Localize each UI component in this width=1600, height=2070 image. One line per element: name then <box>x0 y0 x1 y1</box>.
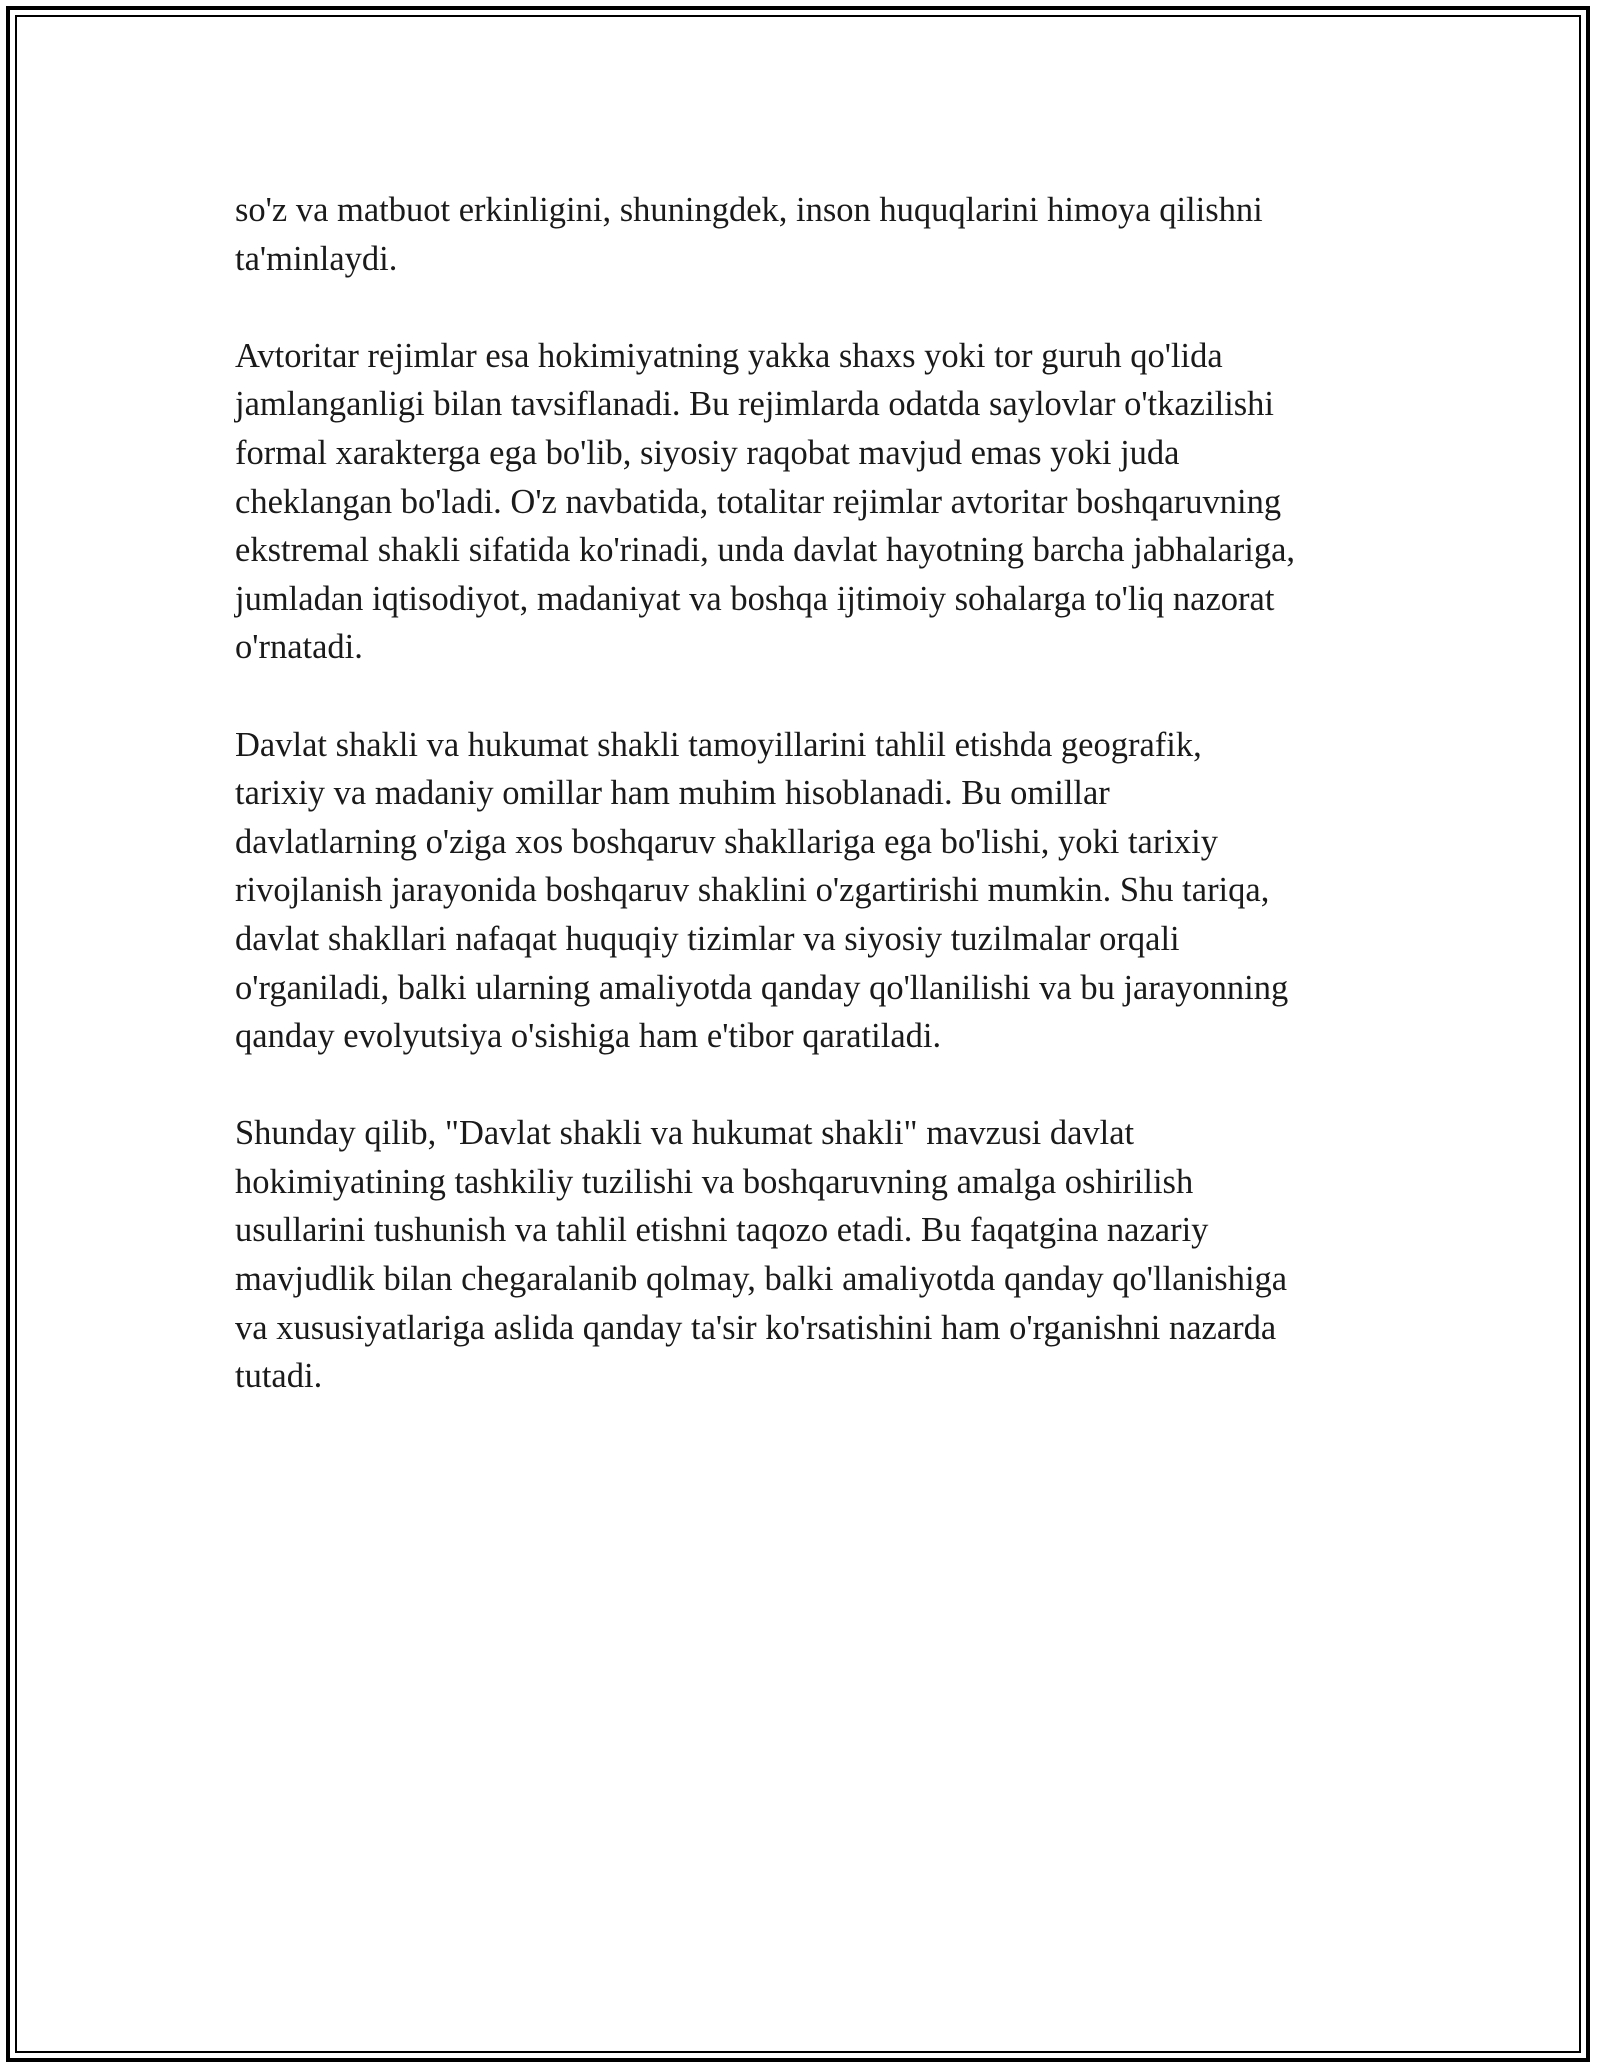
paragraph-3: Davlat shakli va hukumat shakli tamoyillarini tahlil etishda geografik, tarixiy va madaniy omillar ham muhim hisoblanadi. Bu omillar davlatlarning o'ziga xos boshqaruv shakllariga ega bo'lishi, yoki tarixiy rivojlanish jarayonida boshqaruv shaklini o'zgartirishi mumkin. Shu tariqa, davlat shakllari nafaqat huquqiy tizimlar va siyosiy tuzilmalar orqali o'rganiladi, balki ularning amaliyotda qanday qo'llanilishi va bu jarayonning qanday evolyutsiya o'sishiga ham e'tibor qaratiladi. <box>235 725 1289 1056</box>
paragraph-2: Avtoritar rejimlar esa hokimiyatning yakka shaxs yoki tor guruh qo'lida jamlanganligi bilan tavsiflanadi. Bu rejimlarda odatda saylovlar o'tkazilishi formal xarakterga ega bo'lib, siyosiy raqobat mavjud emas yoki juda cheklangan bo'ladi. O'z navbatida, totalitar rejimlar avtoritar boshqaruvning ekstremal shakli sifatida ko'rinadi, unda davlat hayotning barcha jabhalariga, jumladan iqtisodiyot, madaniyat va boshqa ijtimoiy sohalarga to'liq nazorat o'rnatadi. <box>235 336 1296 667</box>
document-body <box>235 186 1385 1449</box>
paragraph-4: Shunday qilib, "Davlat shakli va hukumat shakli" mavzusi davlat hokimiyatining tashkiliy tuzilishi va boshqaruvning amalga oshirilish usullarini tushunish va tahlil etishni taqozo etadi. Bu faqatgina nazariy mavjudlik bilan chegaralanib qolmay, balki amaliyotda qanday qo'llanishiga va xususiyatlariga aslida qanday ta'sir ko'rsatishini ham o'rganishni nazarda tutadi. <box>235 1114 1288 1396</box>
paragraph-1: so'z va matbuot erkinligini, shuningdek, inson huquqlarini himoya qilishni ta'minlaydi. <box>235 191 1263 278</box>
